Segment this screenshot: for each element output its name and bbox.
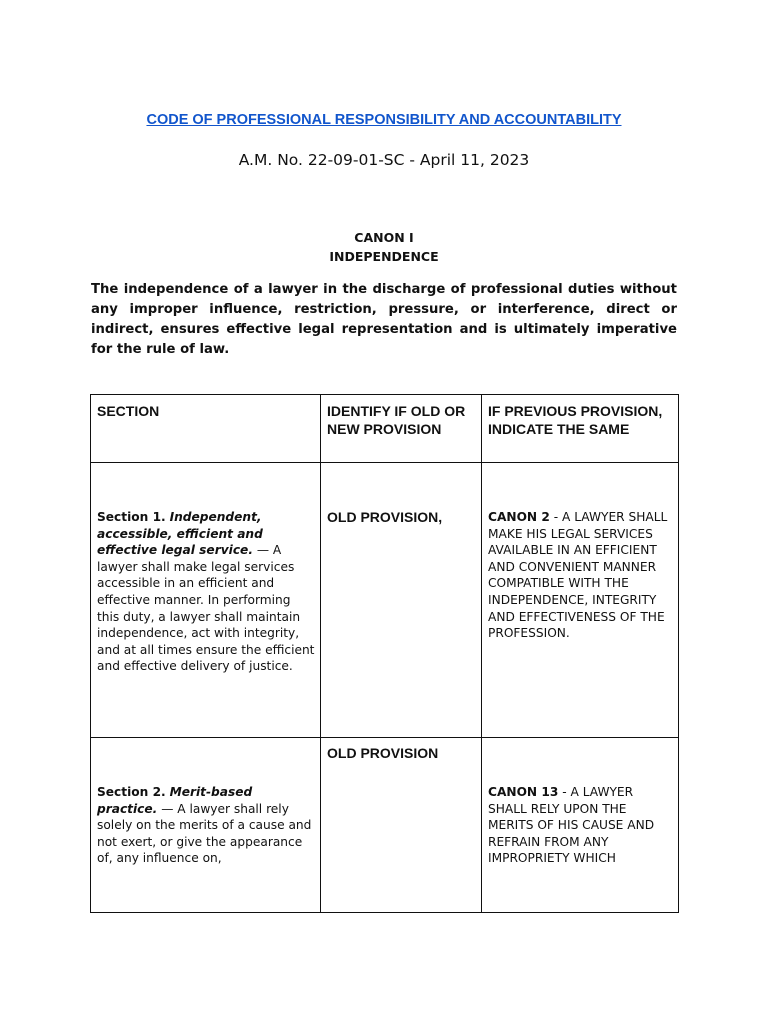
canon-reference: CANON 2	[488, 510, 550, 524]
provisions-table	[90, 394, 679, 913]
section-cell	[91, 463, 321, 738]
table-row	[91, 738, 679, 913]
header-old-or-new: IDENTIFY IF OLD OR NEW PROVISION	[321, 395, 482, 463]
document-title[interactable]: CODE OF PROFESSIONAL RESPONSIBILITY AND ACCOUNTABILITY	[146, 112, 622, 128]
status-cell	[321, 463, 482, 738]
header-section: SECTION	[91, 395, 321, 463]
table-row	[91, 463, 679, 738]
provision-status: OLD PROVISION,	[327, 509, 443, 525]
previous-provision-cell	[482, 738, 679, 913]
canon-reference-text: - A LAWYER SHALL MAKE HIS LEGAL SERVICES AVAILABLE IN AN EFFICIENT AND CONVENIENT MANNER COMPATIBLE WITH THE INDEPENDENCE, INTEGRITY AND EFFECTIVENESS OF THE PROFESSION.	[488, 510, 668, 641]
previous-provision-cell	[482, 463, 679, 738]
canon-intro: The independence of a lawyer in the discharge of professional duties without any improper influence, restriction, pressure, or interference, direct or indirect, ensures effective legal representation and is ultimately imperative for the rule of law.	[91, 282, 677, 357]
section-cell	[91, 738, 321, 913]
section-heading: Independent, accessible, efficient and effective legal service.	[97, 510, 263, 558]
canon-heading	[0, 228, 768, 266]
canon-name: INDEPENDENCE	[329, 249, 439, 264]
canon-reference-text: - A LAWYER SHALL RELY UPON THE MERITS OF HIS CAUSE AND REFRAIN FROM ANY IMPROPRIETY WHICH	[488, 785, 655, 866]
section-heading: Merit-based practice.	[97, 785, 253, 816]
canon-reference: CANON 13	[488, 785, 559, 799]
status-cell	[321, 738, 482, 913]
section-label: Section 1.	[97, 510, 166, 524]
section-text: — A lawyer shall make legal services accessible in an efficient and effective manner. In performing this duty, a lawyer shall maintain independence, act with integrity, and at all times ensure the efficient and effective delivery of justice.	[97, 543, 315, 674]
table-header-row	[91, 395, 679, 463]
provision-status: OLD PROVISION	[327, 745, 439, 761]
document-subtitle: A.M. No. 22-09-01-SC - April 11, 2023	[238, 151, 530, 169]
section-label: Section 2.	[97, 785, 166, 799]
canon-number: CANON I	[354, 230, 414, 245]
section-text: — A lawyer shall rely solely on the merits of a cause and not exert, or give the appearance of, any influence on,	[97, 801, 312, 866]
header-previous-provision: IF PREVIOUS PROVISION, INDICATE THE SAME	[482, 395, 679, 463]
